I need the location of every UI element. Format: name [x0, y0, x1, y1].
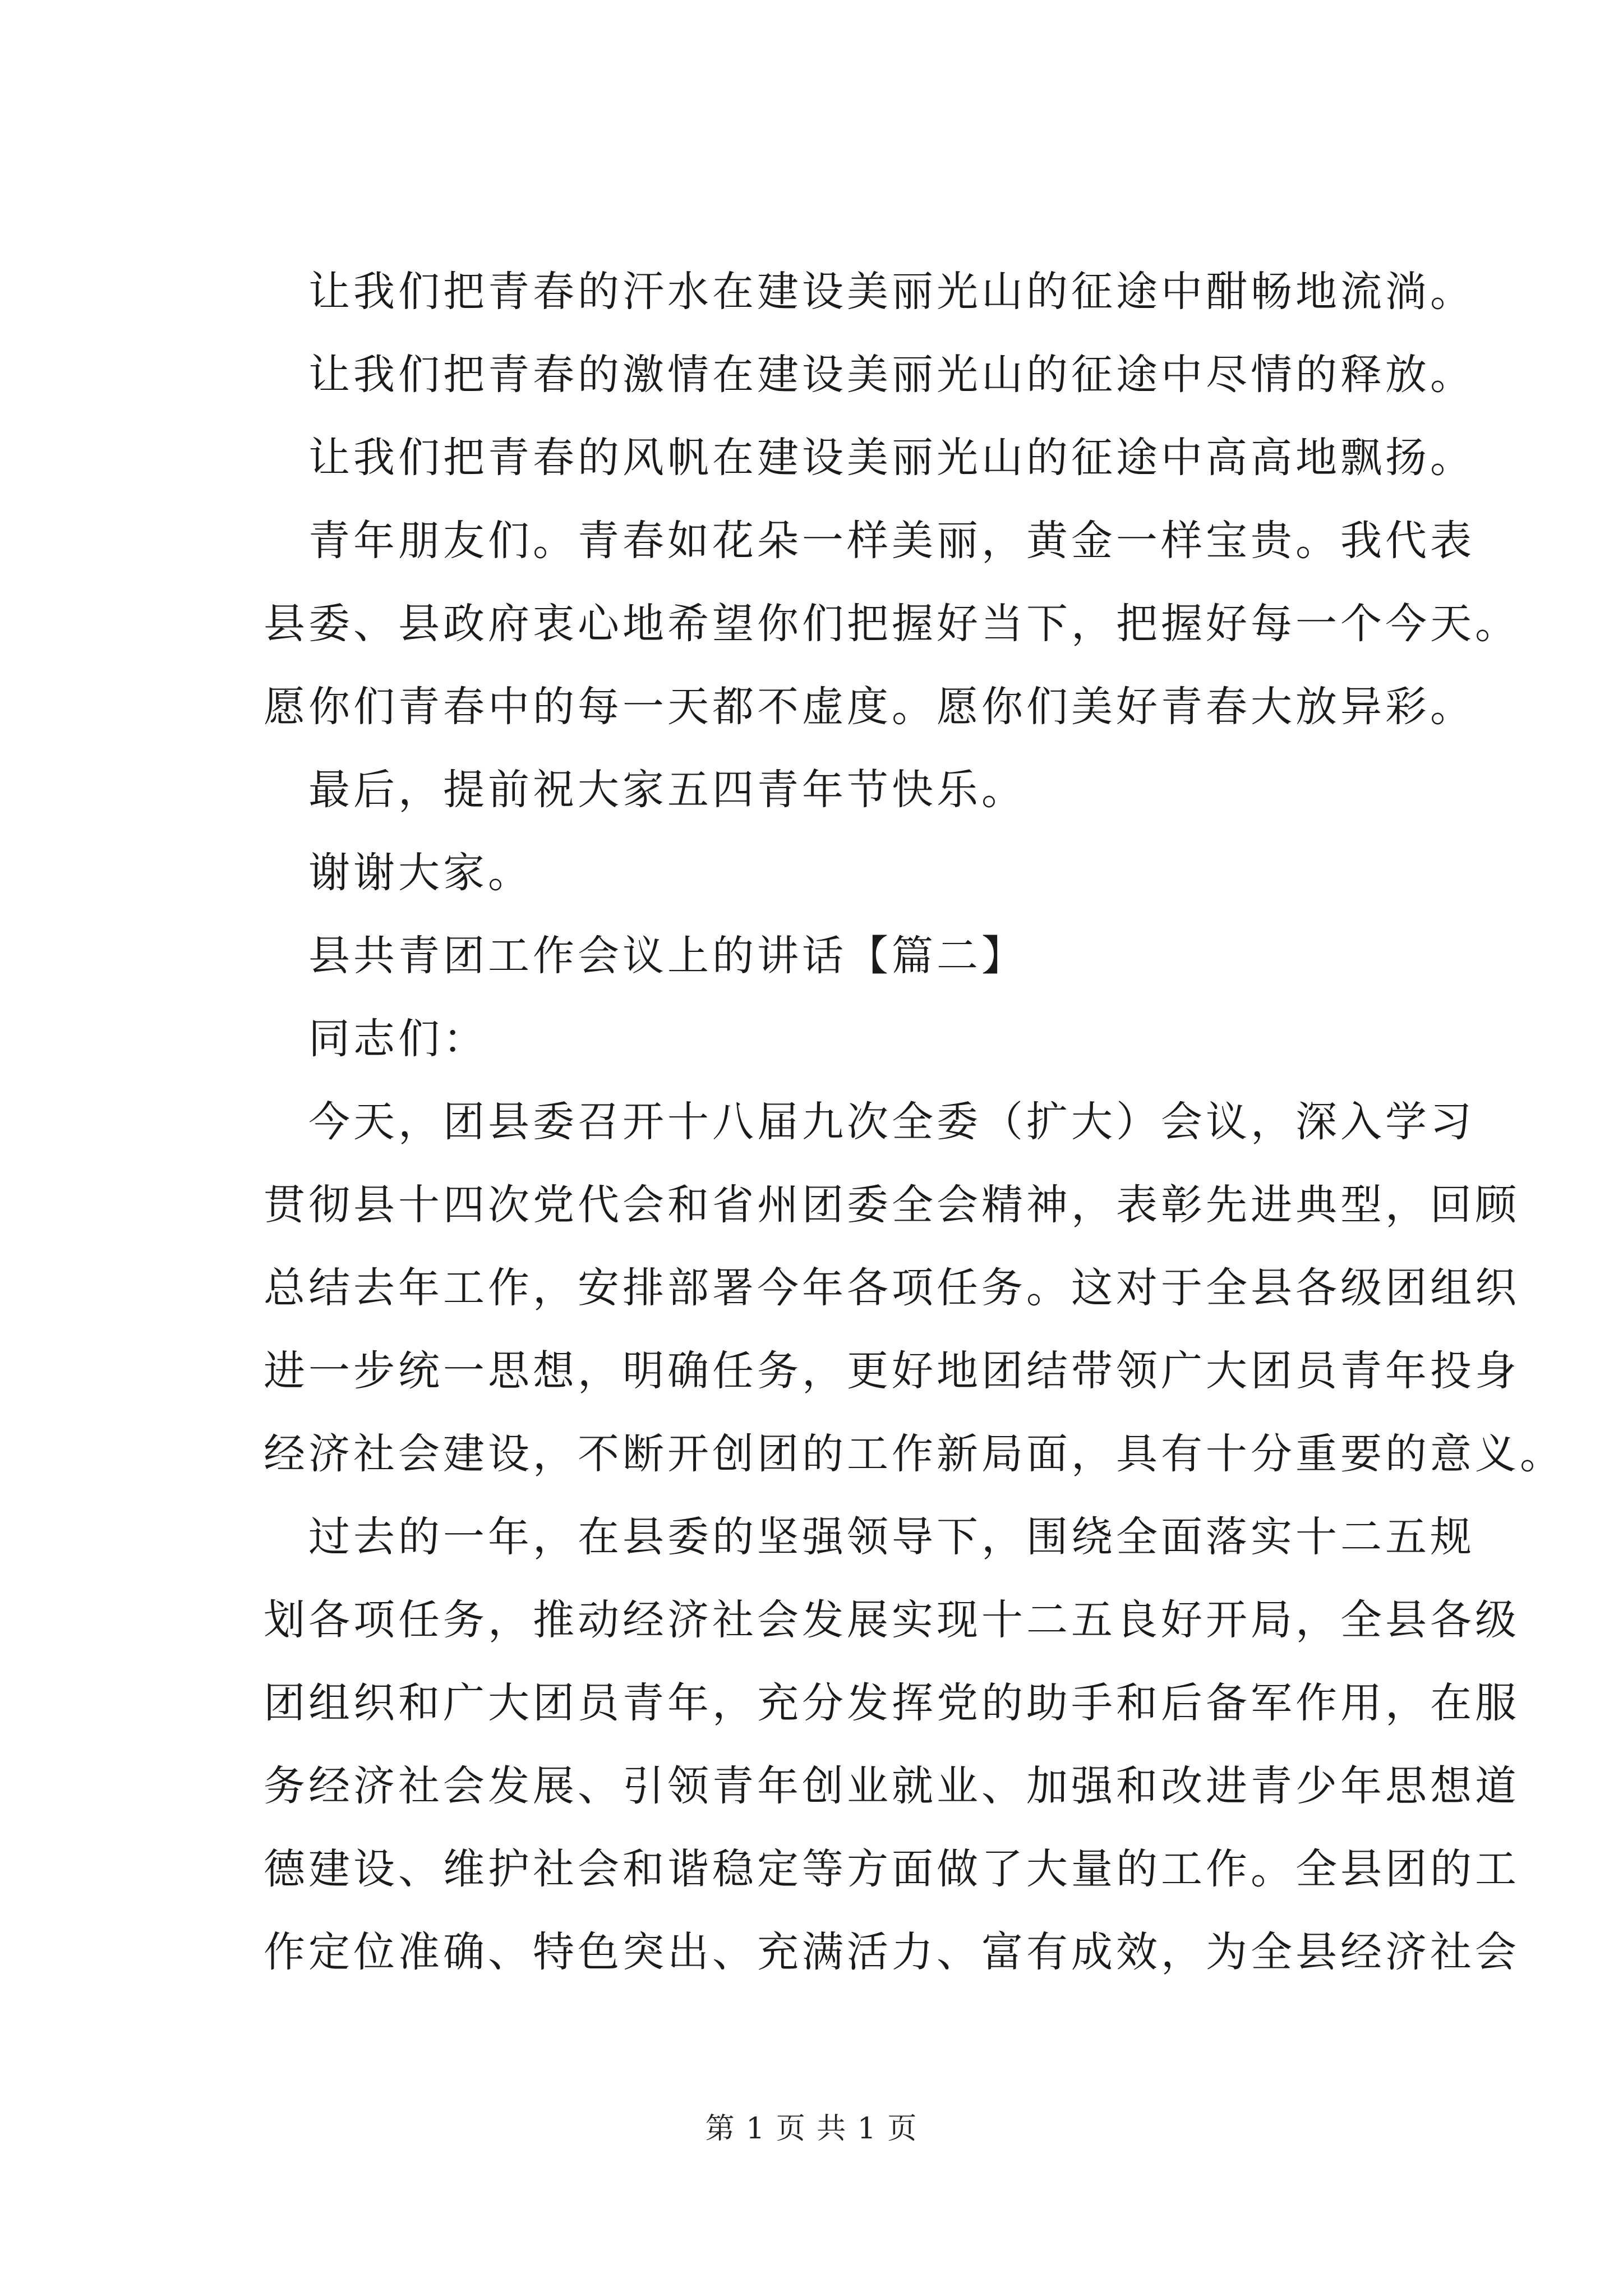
text-line: 让我们把青春的风帆在建设美丽光山的征途中高高地飘扬。: [308, 434, 1475, 482]
text-line: 总结去年工作，安排部署今年各项任务。这对于全县各级团组织: [264, 1264, 1520, 1312]
text-line: 划各项任务，推动经济社会发展实现十二五良好开局，全县各级: [264, 1596, 1520, 1644]
text-line: 贯彻县十四次党代会和省州团委全会精神，表彰先进典型，回顾: [264, 1181, 1520, 1229]
text-line: 青年朋友们。青春如花朵一样美丽，黄金一样宝贵。我代表: [308, 517, 1475, 565]
page-number-footer: 第 1 页 共 1 页: [705, 2112, 918, 2146]
text-line: 德建设、维护社会和谐稳定等方面做了大量的工作。全县团的工: [264, 1845, 1520, 1893]
text-line: 作定位准确、特色突出、充满活力、富有成效，为全县经济社会: [264, 1928, 1520, 1976]
text-line: 进一步统一思想，明确任务，更好地团结带领广大团员青年投身: [264, 1347, 1520, 1395]
text-line: 经济社会建设，不断开创团的工作新局面，具有十分重要的意义。: [264, 1430, 1565, 1478]
salutation: 同志们：: [308, 1015, 488, 1063]
text-line: 务经济社会发展、引领青年创业就业、加强和改进青少年思想道: [264, 1762, 1520, 1810]
text-line: 愿你们青春中的每一天都不虚度。愿你们美好青春大放异彩。: [264, 683, 1475, 731]
section-heading: 县共青团工作会议上的讲话【篇二】: [308, 932, 1026, 980]
text-line: 谢谢大家。: [308, 849, 533, 897]
text-line: 让我们把青春的激情在建设美丽光山的征途中尽情的释放。: [308, 351, 1475, 399]
text-line: 过去的一年，在县委的坚强领导下，围绕全面落实十二五规: [308, 1513, 1475, 1561]
text-line: 团组织和广大团员青年，充分发挥党的助手和后备军作用，在服: [264, 1679, 1520, 1727]
text-line: 让我们把青春的汗水在建设美丽光山的征途中酣畅地流淌。: [308, 268, 1475, 316]
text-line: 最后，提前祝大家五四青年节快乐。: [308, 766, 1026, 814]
text-line: 县委、县政府衷心地希望你们把握好当下，把握好每一个今天。: [264, 600, 1520, 648]
text-line: 今天，团县委召开十八届九次全委（扩大）会议，深入学习: [308, 1098, 1475, 1146]
